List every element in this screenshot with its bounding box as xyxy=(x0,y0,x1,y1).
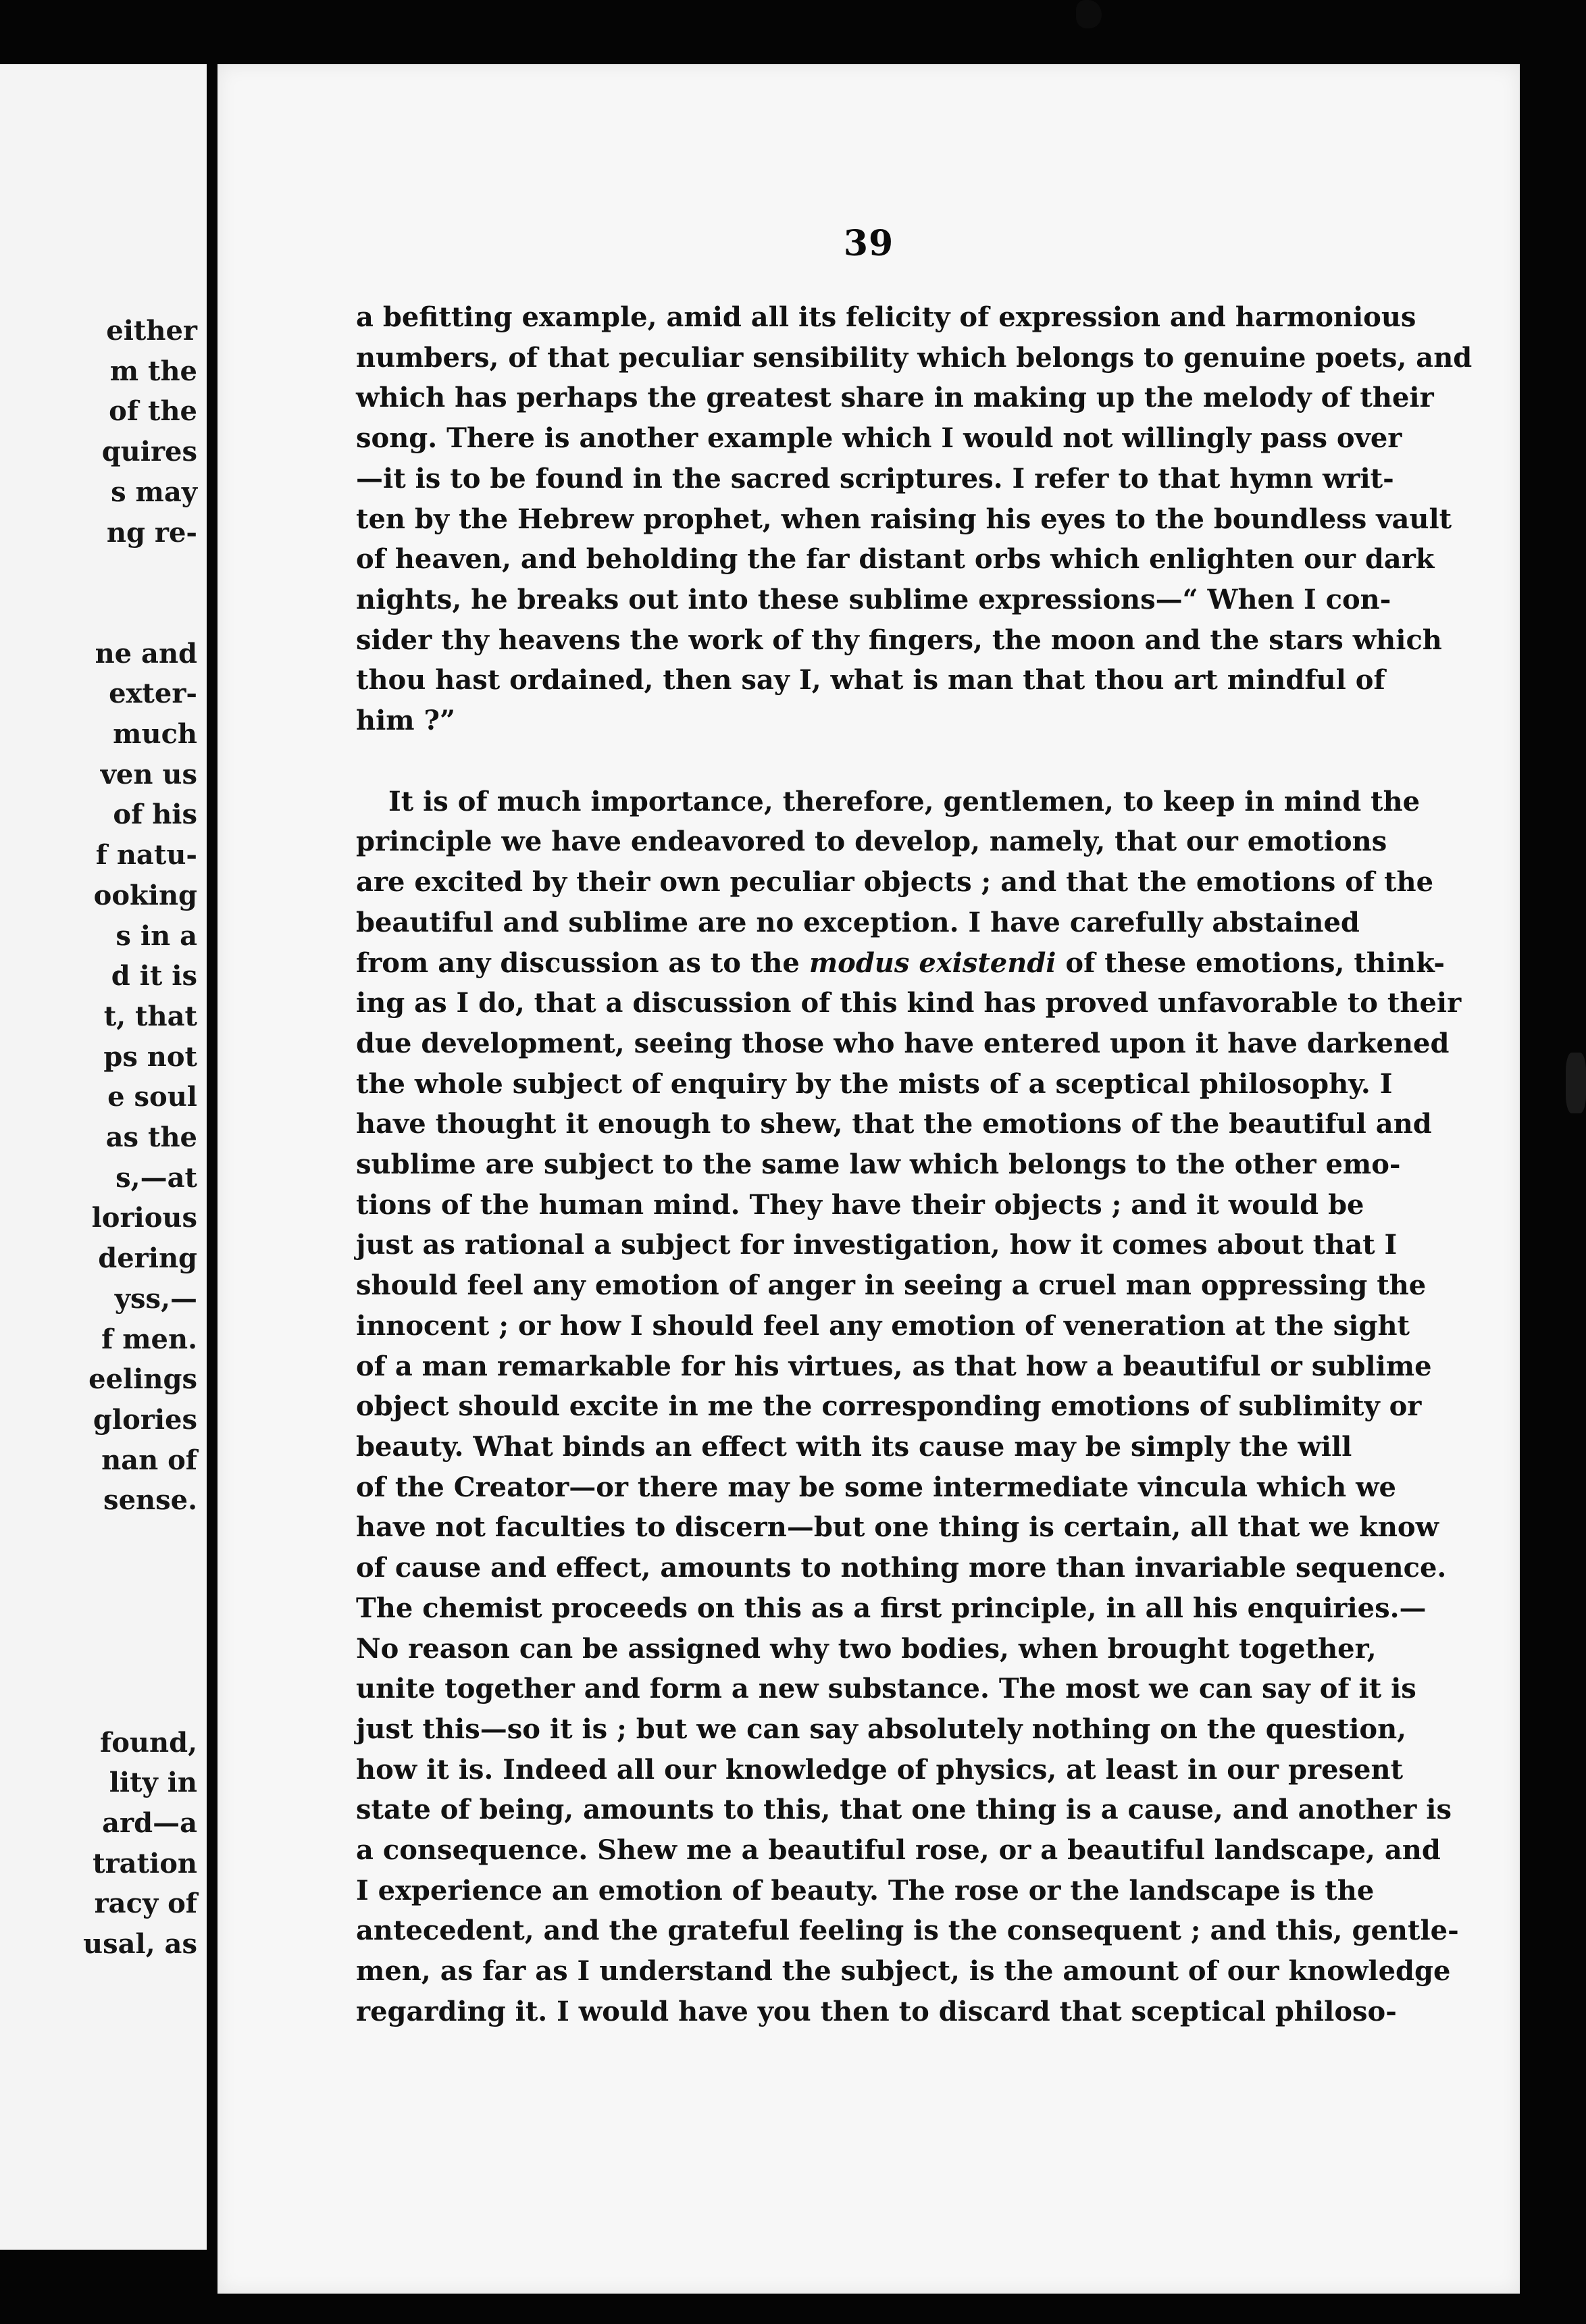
left-page-fragment-line: tration xyxy=(93,1847,197,1879)
text-line: I experience an emotion of beauty. The rose or the landscape is the xyxy=(356,1874,1375,1906)
left-page-fragment-line: f men. xyxy=(101,1323,197,1355)
text-line: beauty. What binds an effect with its cause may be simply the will xyxy=(356,1430,1352,1463)
left-page-fragment-line: racy of xyxy=(94,1888,197,1920)
text-line: unite together and form a new substance. The most we can say of it is xyxy=(356,1673,1416,1705)
text-line: No reason can be assigned why two bodies, when brought together, xyxy=(356,1632,1377,1665)
text-line: from any discussion as to the modus existendi of these emotions, think- xyxy=(356,946,1445,979)
text-line: of the Creator—or there may be some intermediate vincula which we xyxy=(356,1471,1396,1503)
left-page-fragment-line: usal, as xyxy=(82,1928,197,1960)
text-line: regarding it. I would have you then to discard that sceptical philoso- xyxy=(356,1995,1397,2027)
text-line: men, as far as I understand the subject, is the amount of our knowledge xyxy=(356,1955,1451,1988)
left-page-fragment-line: ps not xyxy=(103,1040,197,1073)
text-line: innocent ; or how I should feel any emotion of veneration at the sight xyxy=(356,1309,1410,1342)
text-line: object should excite in me the corresponding emotions of sublimity or xyxy=(356,1390,1422,1423)
left-page-fragment-line: either xyxy=(106,315,197,347)
text-line: ten by the Hebrew prophet, when raising his eyes to the boundless vault xyxy=(356,503,1452,535)
left-page-fragment-line: as the xyxy=(105,1121,197,1153)
text-line: how it is. Indeed all our knowledge of physics, at least in our present xyxy=(356,1753,1404,1786)
left-page-fragment-line: m the xyxy=(109,355,197,387)
left-page-fragment-line: lorious xyxy=(91,1202,197,1234)
left-page-fragment-line: yss,— xyxy=(114,1282,197,1315)
text-line: thou hast ordained, then say I, what is man that thou art mindful of xyxy=(356,664,1385,697)
left-page-fragment-line: of his xyxy=(113,799,197,831)
text-line: principle we have endeavored to develop, namely, that our emotions xyxy=(356,826,1387,858)
text-line: nights, he breaks out into these sublime expressions—“ When I con- xyxy=(356,583,1391,615)
text-line: sider thy heavens the work of thy fingers, the moon and the stars which xyxy=(356,624,1442,656)
text-line: should feel any emotion of anger in seeing a cruel man oppressing the xyxy=(356,1269,1427,1302)
left-page-fragment-line: f natu- xyxy=(95,839,197,872)
text-line: of cause and effect, amounts to nothing more than invariable sequence. xyxy=(356,1552,1447,1584)
text-line: have not faculties to discern—but one thing is certain, all that we know xyxy=(356,1511,1439,1544)
text-line: beautiful and sublime are no exception. I have carefully abstained xyxy=(356,906,1360,938)
left-page-fragment-line: s in a xyxy=(116,919,197,952)
left-page-fragment-line: d it is xyxy=(111,960,197,992)
left-page-fragment-line: sense. xyxy=(103,1484,197,1517)
text-line: him ?” xyxy=(356,705,455,737)
text-line: song. There is another example which I would not willingly pass over xyxy=(356,422,1402,455)
left-page-fragment-line: ven us xyxy=(100,758,197,790)
text-line: —it is to be found in the sacred scriptures. I refer to that hymn writ- xyxy=(356,462,1394,495)
text-line: just as rational a subject for investigation, how it comes about that I xyxy=(356,1229,1398,1261)
left-page-fragment-line: glories xyxy=(93,1403,197,1436)
text-line: have thought it enough to shew, that the emotions of the beautiful and xyxy=(356,1108,1432,1140)
left-page-fragment-line: eelings xyxy=(88,1363,197,1396)
text-line: ing as I do, that a discussion of this kind has proved unfavorable to their xyxy=(356,987,1462,1019)
page-number: 39 xyxy=(843,223,894,264)
left-page-fragment-line: ne and xyxy=(95,637,197,670)
text-line: due development, seeing those who have entered upon it have darkened xyxy=(356,1027,1450,1059)
text-line: tions of the human mind. They have their objects ; and it would be xyxy=(356,1188,1364,1221)
left-page-fragment xyxy=(0,64,207,2250)
left-page-fragment-line: much xyxy=(113,718,197,750)
text-line: state of being, amounts to this, that one thing is a cause, and another is xyxy=(356,1794,1452,1826)
page-body-text xyxy=(356,297,1473,2032)
text-line: a befitting example, amid all its felicity of expression and harmonious xyxy=(356,301,1416,333)
text-line: a consequence. Shew me a beautiful rose, or a beautiful landscape, and xyxy=(356,1834,1441,1867)
left-page-fragment-line: t, that xyxy=(103,1000,197,1032)
left-page-fragment-line: found, xyxy=(100,1726,197,1759)
left-page-fragment-line: of the xyxy=(109,395,197,428)
text-line: The chemist proceeds on this as a first principle, in all his enquiries.— xyxy=(356,1592,1427,1624)
text-line: the whole subject of enquiry by the mists of a sceptical philosophy. I xyxy=(356,1067,1393,1100)
left-page-fragment-line: s,—at xyxy=(116,1161,197,1194)
paragraph-gap xyxy=(356,741,1329,782)
left-page-fragment-line: ng re- xyxy=(106,516,197,549)
text-line: of heaven, and beholding the far distant orbs which enlighten our dark xyxy=(356,543,1435,576)
left-page-fragment-line: ooking xyxy=(93,879,197,911)
text-line: sublime are subject to the same law which belongs to the other emo- xyxy=(356,1148,1401,1181)
left-page-fragment-line: e soul xyxy=(107,1081,197,1113)
text-line: which has perhaps the greatest share in making up the melody of their xyxy=(356,382,1434,414)
text-line: just this—so it is ; but we can say absolutely nothing on the question, xyxy=(356,1713,1407,1745)
left-page-fragment-line: lity in xyxy=(109,1767,197,1799)
right-page xyxy=(218,64,1520,2294)
left-page-fragment-line: nan of xyxy=(101,1444,197,1476)
scan-blot-top xyxy=(1076,0,1102,28)
text-line: antecedent, and the grateful feeling is the consequent ; and this, gentle- xyxy=(356,1915,1459,1947)
left-page-fragment-line: s may xyxy=(111,476,197,508)
left-page-fragment-line: dering xyxy=(98,1242,197,1275)
text-line: It is of much importance, therefore, gentlemen, to keep in mind the xyxy=(388,785,1421,817)
left-page-fragment-line: exter- xyxy=(109,678,197,710)
text-line: are excited by their own peculiar objects ; and that the emotions of the xyxy=(356,866,1434,899)
text-line: of a man remarkable for his virtues, as that how a beautiful or sublime xyxy=(356,1350,1432,1382)
text-line: numbers, of that peculiar sensibility which belongs to genuine poets, and xyxy=(356,341,1473,374)
left-page-fragment-line: quires xyxy=(101,436,197,468)
scan-blot-right xyxy=(1566,1053,1586,1113)
left-page-fragment-line: ard—a xyxy=(102,1807,197,1839)
